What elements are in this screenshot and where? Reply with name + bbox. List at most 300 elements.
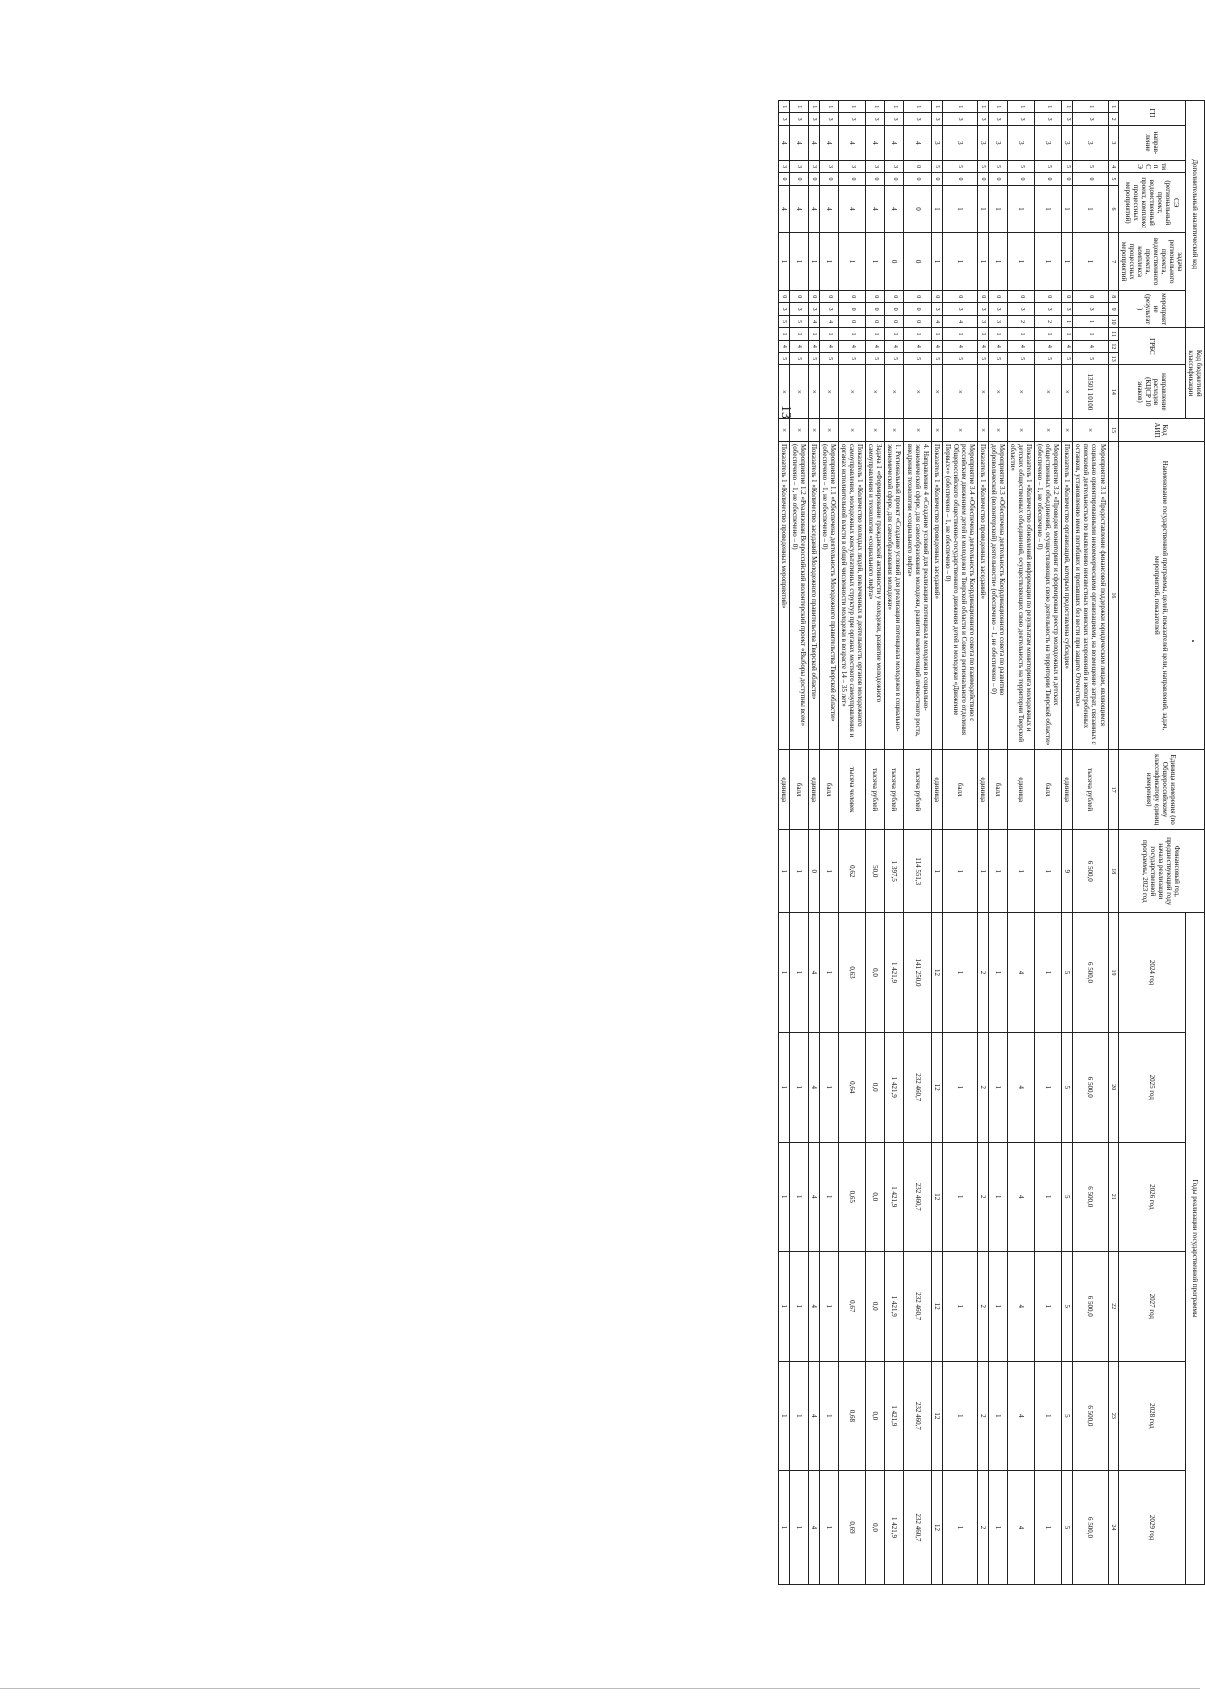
header-name: Наименование государственной программы, целей, показателей цели, направлений, задач, мероприятий, показателей — [1118, 441, 1204, 749]
cell-year-2029: 4 — [1008, 1471, 1035, 1585]
header-napr: направ-ление — [1118, 125, 1185, 160]
cell-meropr-1: 0 — [942, 291, 977, 303]
cell-grbs-3: 5 — [809, 353, 820, 365]
cell-base-year: 1 — [988, 830, 1007, 913]
col-number: 5 — [1108, 173, 1118, 185]
cell-meropr-3: 4 — [942, 315, 977, 327]
cell-year-2024: 6 500,0 — [1073, 913, 1108, 1033]
cell-year-2028: 12 — [931, 1361, 942, 1471]
cell-year-2025: 1 — [789, 1032, 808, 1142]
cell-aip: × — [904, 419, 931, 442]
cell-grbs-2: 4 — [1062, 340, 1073, 352]
cell-grbs-1: 1 — [931, 328, 942, 340]
cell-year-2026: 6 500,0 — [1073, 1142, 1108, 1252]
cell-meropr-2: 3 — [1062, 303, 1073, 315]
col-number: 18 — [1108, 830, 1118, 913]
cell-gp-1: 1 — [809, 101, 820, 113]
cell-kcsr: × — [839, 365, 866, 419]
cell-meropr-1: 0 — [885, 291, 904, 303]
cell-zadacha: 1 — [1062, 233, 1073, 291]
cell-year-2025: 4 — [809, 1032, 820, 1142]
cell-name: Показатель 1 «Количество заседаний Молодежного правительства Тверской области» — [809, 441, 820, 749]
cell-tip-se: 5 — [988, 160, 1007, 172]
cell-se-2: 4 — [885, 185, 904, 233]
cell-meropr-3: 4 — [820, 315, 839, 327]
cell-gp-1: 1 — [820, 101, 839, 113]
cell-gp-2: 3 — [778, 113, 789, 125]
cell-tip-se: 3 — [809, 160, 820, 172]
cell-aip: × — [839, 419, 866, 442]
cell-se-2: 0 — [904, 185, 931, 233]
cell-aip: × — [1073, 419, 1108, 442]
cell-grbs-1: 1 — [988, 328, 1007, 340]
cell-year-2029: 6 500,0 — [1073, 1471, 1108, 1585]
cell-meropr-1: 0 — [820, 291, 839, 303]
cell-year-2027: 1 — [789, 1252, 808, 1362]
cell-gp-1: 1 — [866, 101, 885, 113]
cell-zadacha: 1 — [809, 233, 820, 291]
cell-grbs-2: 4 — [809, 340, 820, 352]
cell-unit: тысяча рублей — [1073, 749, 1108, 830]
cell-zadacha: 1 — [839, 233, 866, 291]
cell-grbs-3: 5 — [866, 353, 885, 365]
cell-unit: тысяча рублей — [885, 749, 904, 830]
cell-tip-se: 5 — [1008, 160, 1035, 172]
cell-year-2026: 1 — [942, 1142, 977, 1252]
header-grbs: ГРБС — [1118, 328, 1185, 365]
cell-meropr-3: 2 — [1035, 315, 1062, 327]
cell-gp-2: 3 — [789, 113, 808, 125]
table-row — [931, 101, 942, 1585]
cell-grbs-2: 4 — [942, 340, 977, 352]
cell-name: Показатель 1 «Количество молодых людей, вовлеченных в деятельность органов молодежного самоуправления, молодежных консультативных структур при органах местного самоуправления и органах исполнительной власти в общей численности молодежи в возрасте 14 – 35 лет» — [839, 441, 866, 749]
cell-base-year: 9 — [1062, 830, 1073, 913]
cell-base-year: 0,62 — [839, 830, 866, 913]
cell-aip: × — [885, 419, 904, 442]
cell-aip: × — [1035, 419, 1062, 442]
cell-base-year: 1 — [942, 830, 977, 913]
cell-meropr-1: 0 — [988, 291, 1007, 303]
header-year-2027: 2027 год — [1118, 1252, 1185, 1362]
cell-name: 1. Региональный проект «Создание условий для реализации потенциала молодежи в социально-экономической сфере, для самообразования молодежи» — [885, 441, 904, 749]
col-number: 20 — [1108, 1032, 1118, 1142]
header-meropr: мероприятие (результат) — [1118, 291, 1185, 328]
table-row — [988, 101, 1007, 1585]
cell-year-2029: 1 — [988, 1471, 1007, 1585]
cell-aip: × — [789, 419, 808, 442]
cell-grbs-2: 4 — [988, 340, 1007, 352]
cell-se-1: 0 — [1073, 173, 1108, 185]
cell-unit: тысяча человек — [839, 749, 866, 830]
col-number: 11 — [1108, 328, 1118, 340]
page-number: 13 — [778, 405, 793, 419]
cell-se-2: 1 — [1035, 185, 1062, 233]
cell-kcsr: × — [885, 365, 904, 419]
cell-zadacha: 1 — [778, 233, 789, 291]
cell-year-2026: 1 — [778, 1142, 789, 1252]
cell-year-2029: 1 — [789, 1471, 808, 1585]
cell-grbs-2: 4 — [1008, 340, 1035, 352]
col-number: 12 — [1108, 340, 1118, 352]
cell-gp-1: 1 — [1008, 101, 1035, 113]
header-unit: Единица измерения (по Общероссийскому классификатору единиц измерения) — [1118, 749, 1204, 830]
cell-meropr-2: 3 — [977, 303, 988, 315]
cell-year-2025: 1 — [778, 1032, 789, 1142]
table-row — [820, 101, 839, 1585]
cell-meropr-3: 0 — [904, 315, 931, 327]
cell-meropr-2: 3 — [1073, 303, 1108, 315]
col-number: 14 — [1108, 365, 1118, 419]
cell-year-2024: 4 — [1008, 913, 1035, 1033]
cell-unit: тысяча рублей — [904, 749, 931, 830]
cell-year-2028: 1 421,9 — [885, 1361, 904, 1471]
cell-grbs-2: 4 — [977, 340, 988, 352]
cell-napr: 4 — [839, 125, 866, 160]
cell-year-2027: 0,67 — [839, 1252, 866, 1362]
cell-name: Показатель 1 «Количество организаций, которым предоставлена субсидия» — [1062, 441, 1073, 749]
cell-meropr-2: 0 — [885, 303, 904, 315]
cell-se-2: 1 — [977, 185, 988, 233]
cell-grbs-3: 5 — [931, 353, 942, 365]
cell-year-2029: 0,0 — [866, 1471, 885, 1585]
cell-meropr-3: 0 — [839, 315, 866, 327]
header-analytic-code: Дополнительный аналитический код — [1185, 101, 1204, 328]
cell-napr: 4 — [789, 125, 808, 160]
cell-kcsr: × — [904, 365, 931, 419]
cell-zadacha: 1 — [942, 233, 977, 291]
cell-year-2026: 12 — [931, 1142, 942, 1252]
cell-name: Мероприятие 3.2 «Проведен мониторинг и сформирован реестр молодежных и детских общественных объединений, осуществляющих свою деятельность на территории Тверской области» (обеспечено – 1, не обеспечено – 0) — [1035, 441, 1062, 749]
cell-base-year: 1 — [977, 830, 988, 913]
col-number: 10 — [1108, 315, 1118, 327]
cell-year-2025: 1 — [820, 1032, 839, 1142]
header-year-2026: 2026 год — [1118, 1142, 1185, 1252]
cell-zadacha: 1 — [1073, 233, 1108, 291]
col-number: 1 — [1108, 101, 1118, 113]
cell-gp-1: 1 — [839, 101, 866, 113]
cell-year-2026: 1 — [1035, 1142, 1062, 1252]
cell-year-2027: 5 — [1062, 1252, 1073, 1362]
cell-kcsr: × — [1062, 365, 1073, 419]
cell-name: Задача 1 «Формирование гражданской активности у молодежи, развитие молодежного самоуправления и технологии «социального лифта» — [866, 441, 885, 749]
cell-se-2: 1 — [1073, 185, 1108, 233]
cell-base-year: 1 — [1008, 830, 1035, 913]
cell-meropr-2: 3 — [778, 303, 789, 315]
cell-aip: × — [977, 419, 988, 442]
cell-napr: 3 — [931, 125, 942, 160]
cell-year-2024: 1 421,9 — [885, 913, 904, 1033]
cell-meropr-2: 0 — [866, 303, 885, 315]
cell-year-2029: 232 460,7 — [904, 1471, 931, 1585]
cell-se-1: 0 — [778, 173, 789, 185]
cell-napr: 3 — [1008, 125, 1035, 160]
cell-tip-se: 5 — [977, 160, 988, 172]
cell-gp-2: 3 — [1035, 113, 1062, 125]
cell-unit: единица — [931, 749, 942, 830]
cell-year-2024: 1 — [820, 913, 839, 1033]
cell-kcsr: × — [988, 365, 1007, 419]
cell-year-2028: 4 — [1008, 1361, 1035, 1471]
cell-gp-2: 3 — [977, 113, 988, 125]
cell-zadacha: 1 — [820, 233, 839, 291]
cell-unit: единица — [1062, 749, 1073, 830]
cell-year-2025: 4 — [1008, 1032, 1035, 1142]
cell-year-2026: 1 421,9 — [885, 1142, 904, 1252]
header-year-2029: 2029 год — [1118, 1471, 1185, 1585]
cell-grbs-3: 5 — [789, 353, 808, 365]
cell-year-2025: 0,0 — [866, 1032, 885, 1142]
cell-base-year: 1 — [778, 830, 789, 913]
cell-grbs-3: 5 — [885, 353, 904, 365]
col-number: 13 — [1108, 353, 1118, 365]
cell-grbs-2: 4 — [778, 340, 789, 352]
cell-year-2029: 5 — [1062, 1471, 1073, 1585]
cell-meropr-2: 3 — [789, 303, 808, 315]
cell-tip-se: 3 — [839, 160, 866, 172]
cell-grbs-2: 4 — [820, 340, 839, 352]
cell-year-2024: 12 — [931, 913, 942, 1033]
cell-tip-se: 5 — [1073, 160, 1108, 172]
cell-aip: × — [988, 419, 1007, 442]
cell-tip-se: 3 — [885, 160, 904, 172]
column-numbers-row — [1108, 101, 1118, 1585]
cell-meropr-3: 1 — [1062, 315, 1073, 327]
cell-unit: балл — [1035, 749, 1062, 830]
cell-base-year: 50,0 — [866, 830, 885, 913]
cell-year-2026: 5 — [1062, 1142, 1073, 1252]
cell-zadacha: 0 — [885, 233, 904, 291]
table-row — [885, 101, 904, 1585]
table-row — [809, 101, 820, 1585]
cell-year-2029: 1 — [1035, 1471, 1062, 1585]
cell-se-2: 1 — [1008, 185, 1035, 233]
cell-se-1: 0 — [904, 173, 931, 185]
cell-year-2026: 1 — [988, 1142, 1007, 1252]
cell-aip: × — [866, 419, 885, 442]
program-table — [778, 100, 1205, 1585]
cell-year-2024: 1 — [942, 913, 977, 1033]
cell-base-year: 1 397,5 — [885, 830, 904, 913]
cell-kcsr: × — [977, 365, 988, 419]
cell-aip: × — [820, 419, 839, 442]
cell-tip-se: 3 — [820, 160, 839, 172]
cell-name: Мероприятие 1.2 «Реализован Всероссийский волонтерский проект «Выборы доступны всем» (обеспечено – 1, не обеспечено – 0) — [789, 441, 808, 749]
cell-year-2029: 2 — [977, 1471, 988, 1585]
cell-gp-2: 3 — [931, 113, 942, 125]
cell-gp-1: 1 — [1035, 101, 1062, 113]
cell-grbs-3: 5 — [820, 353, 839, 365]
cell-meropr-2: 3 — [1008, 303, 1035, 315]
cell-aip: × — [1008, 419, 1035, 442]
cell-se-1: 0 — [931, 173, 942, 185]
cell-gp-1: 1 — [988, 101, 1007, 113]
cell-napr: 3 — [1073, 125, 1108, 160]
cell-name: Мероприятие 1.1 «Обеспечена деятельность Молодежного правительства Тверской области» (обеспечено – 1, не обеспечено – 0) — [820, 441, 839, 749]
cell-se-2: 4 — [809, 185, 820, 233]
cell-name: Мероприятие 3.3 «Обеспечена деятельность Координационного совета по развитию добровольческой (волонтерской) деятельности» (обеспечено – 1, не обеспечено – 0) — [988, 441, 1007, 749]
cell-gp-2: 3 — [885, 113, 904, 125]
cell-year-2028: 0,68 — [839, 1361, 866, 1471]
cell-meropr-3: 4 — [931, 315, 942, 327]
cell-unit: единица — [809, 749, 820, 830]
cell-year-2024: 0,63 — [839, 913, 866, 1033]
cell-tip-se: 5 — [931, 160, 942, 172]
cell-gp-2: 3 — [988, 113, 1007, 125]
cell-meropr-3: 4 — [809, 315, 820, 327]
cell-meropr-1: 0 — [778, 291, 789, 303]
cell-year-2028: 6 500,0 — [1073, 1361, 1108, 1471]
cell-name: Мероприятие 3.1 «Предоставление финансовой поддержки юридическим лицам, являющимся социально ориентированными некоммерческими организациями, на возмещение затрат, связанных с поисковой деятельностью по выявлению неизвестных воинских захоронений и непогребенных останков, установлению имен погибших и пропавших без вести при защите Отечества» — [1073, 441, 1108, 749]
cell-gp-1: 1 — [904, 101, 931, 113]
cell-se-1: 0 — [1008, 173, 1035, 185]
header-zadacha: задача регионального проекта, ведомственного проекта, комплекса процессных мероприятий — [1118, 233, 1185, 291]
table-row — [977, 101, 988, 1585]
cell-zadacha: 1 — [988, 233, 1007, 291]
cell-gp-2: 3 — [839, 113, 866, 125]
cell-year-2029: 12 — [931, 1471, 942, 1585]
cell-year-2028: 2 — [977, 1361, 988, 1471]
header-year-2028: 2028 год — [1118, 1361, 1185, 1471]
cell-gp-2: 3 — [1062, 113, 1073, 125]
cell-kcsr: × — [1035, 365, 1062, 419]
cell-unit: единица — [778, 749, 789, 830]
cell-unit: единица — [1008, 749, 1035, 830]
cell-base-year: 1 — [789, 830, 808, 913]
cell-napr: 4 — [885, 125, 904, 160]
cell-grbs-2: 4 — [931, 340, 942, 352]
cell-unit: балл — [789, 749, 808, 830]
rotated-table-wrapper — [778, 100, 1205, 1585]
cell-meropr-2: 3 — [1035, 303, 1062, 315]
cell-year-2029: 4 — [809, 1471, 820, 1585]
cell-base-year: 6 500,0 — [1073, 830, 1108, 913]
cell-year-2027: 0,0 — [866, 1252, 885, 1362]
table-row — [1073, 101, 1108, 1585]
cell-napr: 3 — [988, 125, 1007, 160]
cell-year-2026: 4 — [809, 1142, 820, 1252]
cell-unit: единица — [977, 749, 988, 830]
cell-kcsr: × — [809, 365, 820, 419]
cell-grbs-2: 4 — [839, 340, 866, 352]
cell-napr: 3 — [942, 125, 977, 160]
cell-meropr-2: 0 — [839, 303, 866, 315]
cell-meropr-2: 3 — [942, 303, 977, 315]
cell-tip-se: 3 — [866, 160, 885, 172]
cell-napr: 4 — [778, 125, 789, 160]
cell-grbs-2: 4 — [789, 340, 808, 352]
cell-base-year: 1 — [1035, 830, 1062, 913]
cell-grbs-3: 5 — [778, 353, 789, 365]
cell-meropr-3: 0 — [866, 315, 885, 327]
cell-se-2: 4 — [820, 185, 839, 233]
cell-kcsr: × — [931, 365, 942, 419]
cell-napr: 4 — [866, 125, 885, 160]
header-se: СЭ (региональный проект, ведомственный проект, комплекс процессных мероприятий) — [1118, 173, 1185, 233]
cell-zadacha: 1 — [789, 233, 808, 291]
cell-se-1: 0 — [1062, 173, 1073, 185]
col-number: 21 — [1108, 1142, 1118, 1252]
cell-meropr-1: 0 — [839, 291, 866, 303]
cell-meropr-1: 0 — [977, 291, 988, 303]
cell-year-2025: 1 — [1035, 1032, 1062, 1142]
cell-unit: балл — [820, 749, 839, 830]
col-number: 22 — [1108, 1252, 1118, 1362]
cell-meropr-1: 0 — [866, 291, 885, 303]
cell-year-2028: 0,0 — [866, 1361, 885, 1471]
table-row — [1008, 101, 1035, 1585]
cell-gp-1: 1 — [789, 101, 808, 113]
cell-tip-se: 3 — [778, 160, 789, 172]
cell-se-1: 0 — [977, 173, 988, 185]
cell-napr: 3 — [977, 125, 988, 160]
cell-unit: тысяча рублей — [866, 749, 885, 830]
cell-se-2: 4 — [789, 185, 808, 233]
cell-year-2026: 1 — [789, 1142, 808, 1252]
cell-grbs-1: 1 — [1035, 328, 1062, 340]
cell-meropr-2: 0 — [904, 303, 931, 315]
cell-meropr-1: 0 — [1008, 291, 1035, 303]
cell-year-2027: 232 460,7 — [904, 1252, 931, 1362]
cell-aip: × — [778, 419, 789, 442]
table-row — [904, 101, 931, 1585]
col-number: 24 — [1108, 1471, 1118, 1585]
cell-gp-2: 3 — [1008, 113, 1035, 125]
cell-grbs-2: 4 — [1035, 340, 1062, 352]
cell-year-2024: 1 — [778, 913, 789, 1033]
cell-grbs-1: 1 — [977, 328, 988, 340]
cell-meropr-3: 2 — [1008, 315, 1035, 327]
cell-meropr-3: 3 — [988, 315, 1007, 327]
cell-unit: балл — [942, 749, 977, 830]
cell-zadacha: 1 — [1008, 233, 1035, 291]
cell-year-2028: 5 — [1062, 1361, 1073, 1471]
cell-grbs-3: 5 — [1062, 353, 1073, 365]
cell-se-2: 4 — [839, 185, 866, 233]
cell-zadacha: 0 — [904, 233, 931, 291]
cell-year-2027: 1 — [778, 1252, 789, 1362]
cell-year-2027: 1 — [1035, 1252, 1062, 1362]
cell-year-2027: 1 421,9 — [885, 1252, 904, 1362]
cell-year-2025: 232 460,7 — [904, 1032, 931, 1142]
cell-meropr-3: 3 — [977, 315, 988, 327]
cell-meropr-2: 3 — [820, 303, 839, 315]
cell-gp-2: 3 — [942, 113, 977, 125]
cell-zadacha: 1 — [977, 233, 988, 291]
cell-year-2028: 1 — [789, 1361, 808, 1471]
cell-aip: × — [931, 419, 942, 442]
cell-year-2029: 1 — [778, 1471, 789, 1585]
cell-se-2: 1 — [931, 185, 942, 233]
col-number: 2 — [1108, 113, 1118, 125]
cell-name: Мероприятие 3.4 «Обеспечена деятельность Координационного совета по взаимодействию с российским движением детей и молодежи в Тверской области и Совета регионального отделения Общероссийского общественно-государственного движения детей и молодежи «Движение Первых»» (обеспечено – 1, не обеспечено – 0) — [942, 441, 977, 749]
cell-year-2027: 2 — [977, 1252, 988, 1362]
cell-grbs-2: 4 — [866, 340, 885, 352]
cell-grbs-1: 1 — [820, 328, 839, 340]
cell-base-year: 1 — [820, 830, 839, 913]
cell-se-1: 0 — [942, 173, 977, 185]
cell-gp-1: 1 — [885, 101, 904, 113]
cell-meropr-1: 0 — [1073, 291, 1108, 303]
cell-se-1: 0 — [789, 173, 808, 185]
table-row — [778, 101, 789, 1585]
cell-meropr-1: 0 — [809, 291, 820, 303]
cell-year-2024: 2 — [977, 913, 988, 1033]
cell-unit: балл — [988, 749, 1007, 830]
cell-year-2028: 1 — [778, 1361, 789, 1471]
cell-grbs-1: 1 — [1062, 328, 1073, 340]
cell-grbs-3: 5 — [1008, 353, 1035, 365]
cell-year-2025: 6 500,0 — [1073, 1032, 1108, 1142]
